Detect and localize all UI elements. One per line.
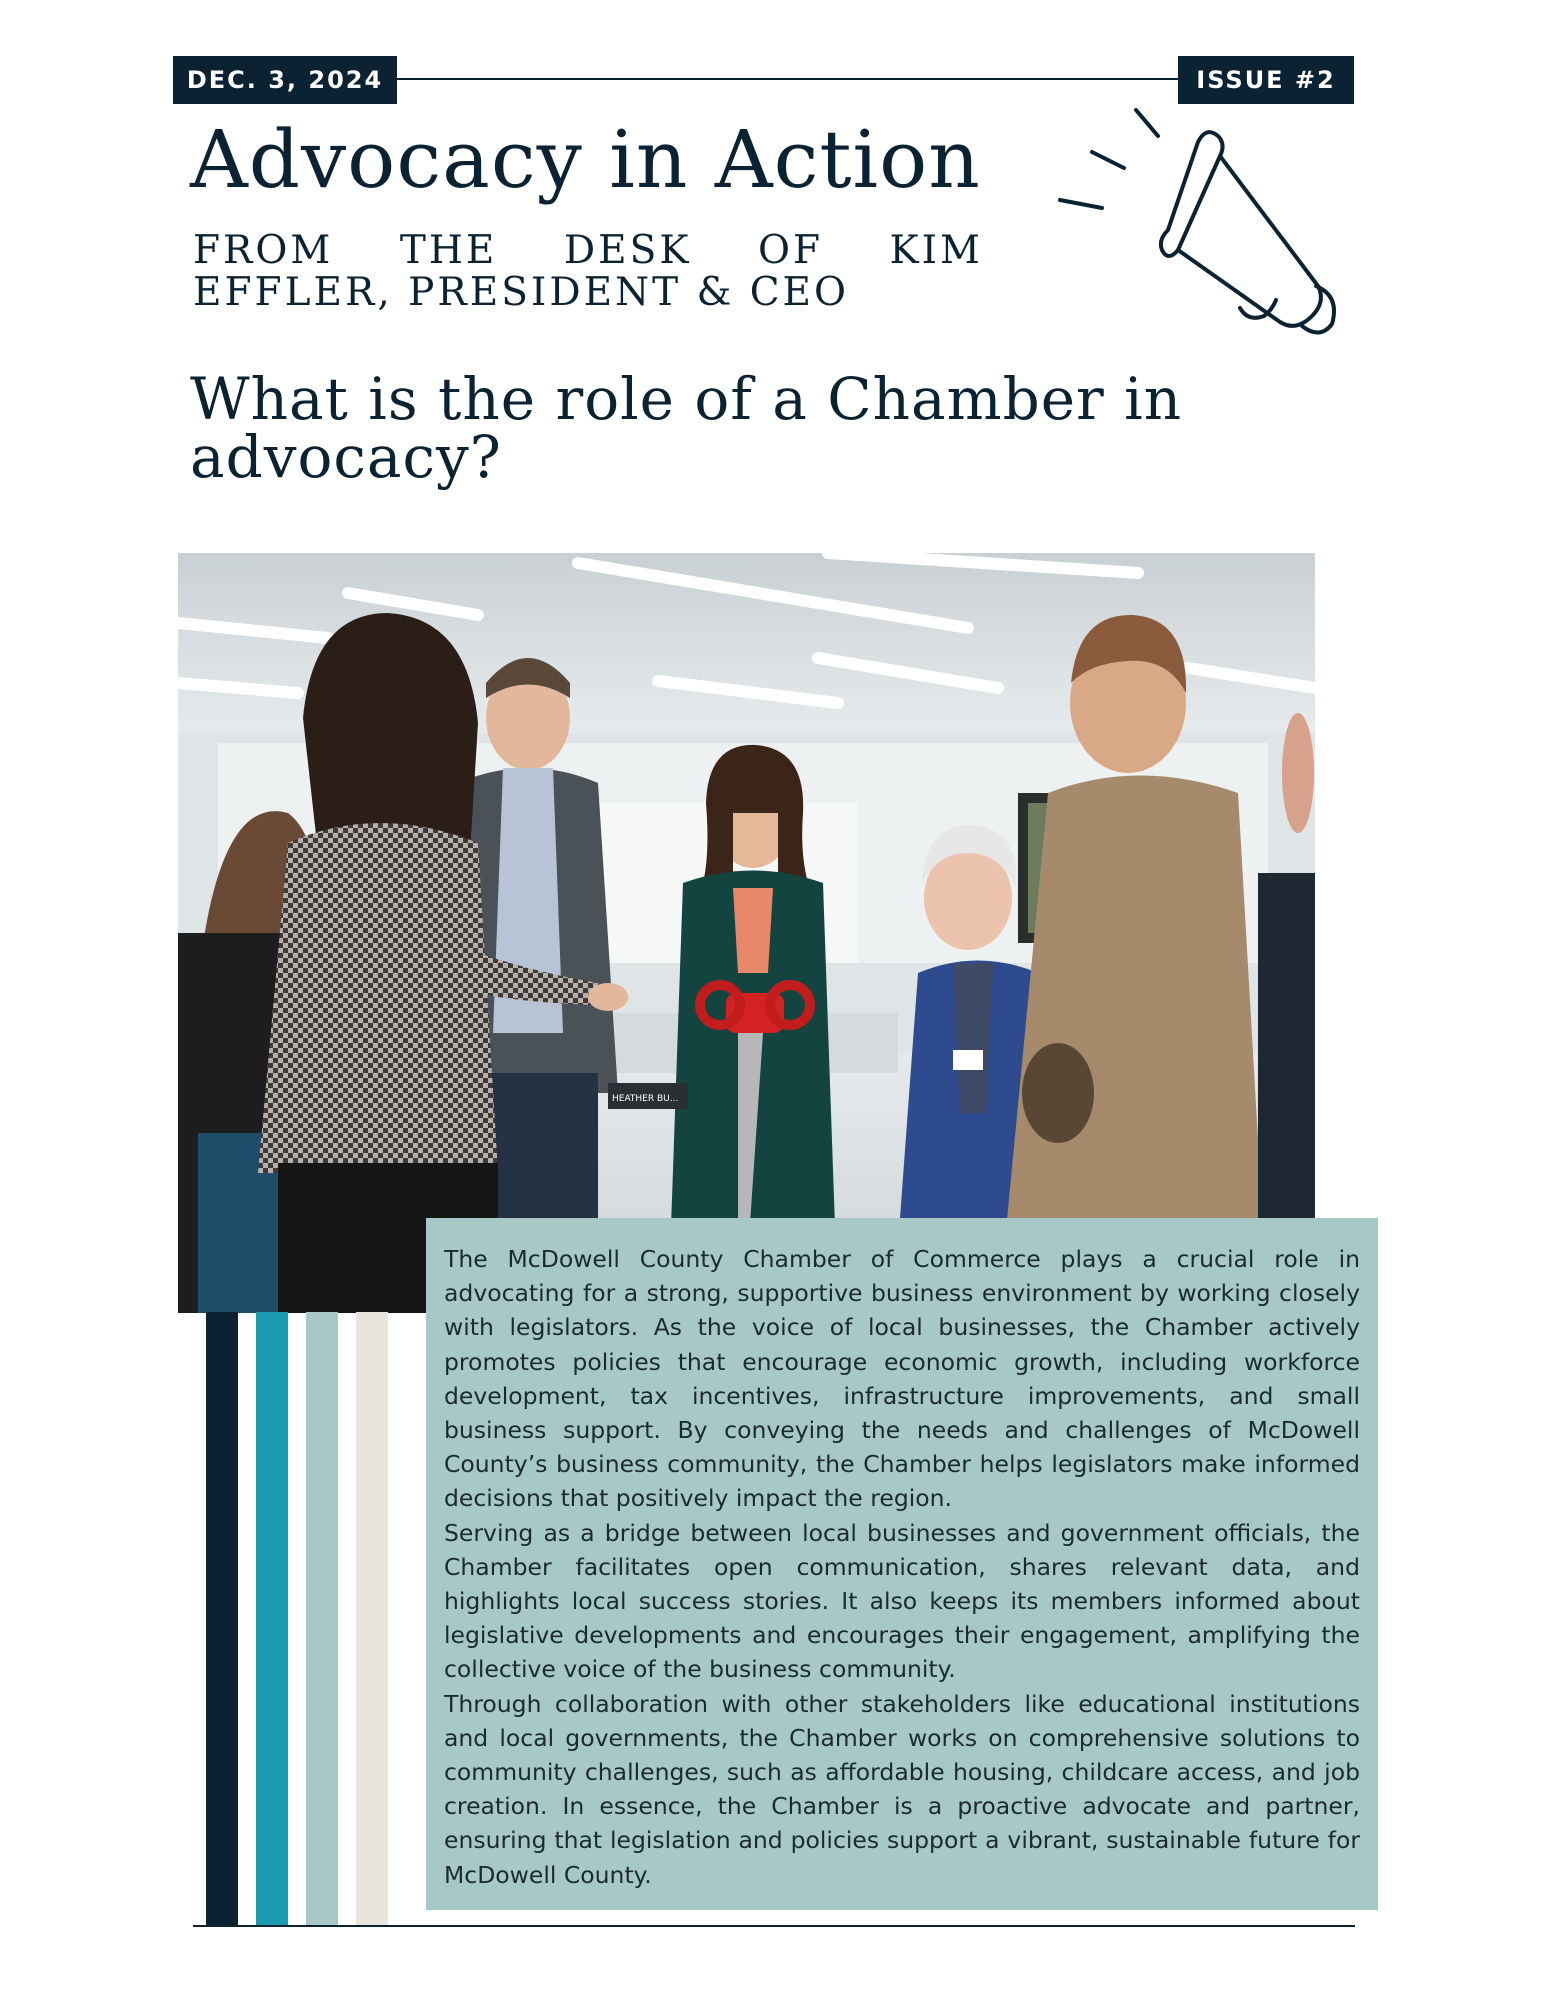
- event-photo-illustration: [178, 553, 1315, 1313]
- stripe-beige: [356, 1312, 388, 1926]
- header-rule: [395, 78, 1185, 80]
- article-paragraph: The McDowell County Chamber of Commerce plays a crucial role in advocating for a strong, supportive business environment by working closely with legislators. As the voice of local businesses, the Chamber actively promotes policies that encourage economic growth, including workforce development, tax incentives, infrastructure improvements, and small business support. By conveying the needs and challenges of McDowell County’s business community, the Chamber helps legislators make informed decisions that positively impact the region.: [444, 1245, 1360, 1513]
- stripe-light-teal: [306, 1312, 338, 1926]
- article-paragraph: Through collaboration with other stakeholders like educational institutions and local governments, the Chamber works on comprehensive solutions to community challenges, such as affordable housing, childcare access, and job creation. In essence, the Chamber is a proactive advocate and partner, ensuring that legislation and policies support a vibrant, sustainable future for McDowell County.: [444, 1689, 1360, 1889]
- event-photo: [178, 553, 1315, 1313]
- counter-sign-text: HEATHER BU...: [612, 1094, 679, 1104]
- newsletter-title: Advocacy in Action: [190, 113, 981, 206]
- article-paragraph: Serving as a bridge between local businesses and government officials, the Chamber facilitates open communication, shares relevant data, and highlights local success stories. It also keeps its members informed about legislative developments and encourages their engagement, amplifying the collective voice of the business community.: [444, 1518, 1360, 1684]
- issue-number: ISSUE #2: [1178, 56, 1354, 104]
- stripe-navy: [206, 1312, 238, 1926]
- section-heading: What is the role of a Chamber in advocacy?: [190, 365, 1183, 491]
- issue-date: DEC. 3, 2024: [173, 56, 397, 104]
- megaphone-icon: [1050, 100, 1350, 340]
- stripe-teal: [256, 1312, 288, 1926]
- newsletter-subtitle: FROM THE DESK OF KIM EFFLER, PRESIDENT & CEO: [193, 228, 983, 315]
- article-text-box: [426, 1218, 1378, 1910]
- footer-rule: [193, 1925, 1355, 1927]
